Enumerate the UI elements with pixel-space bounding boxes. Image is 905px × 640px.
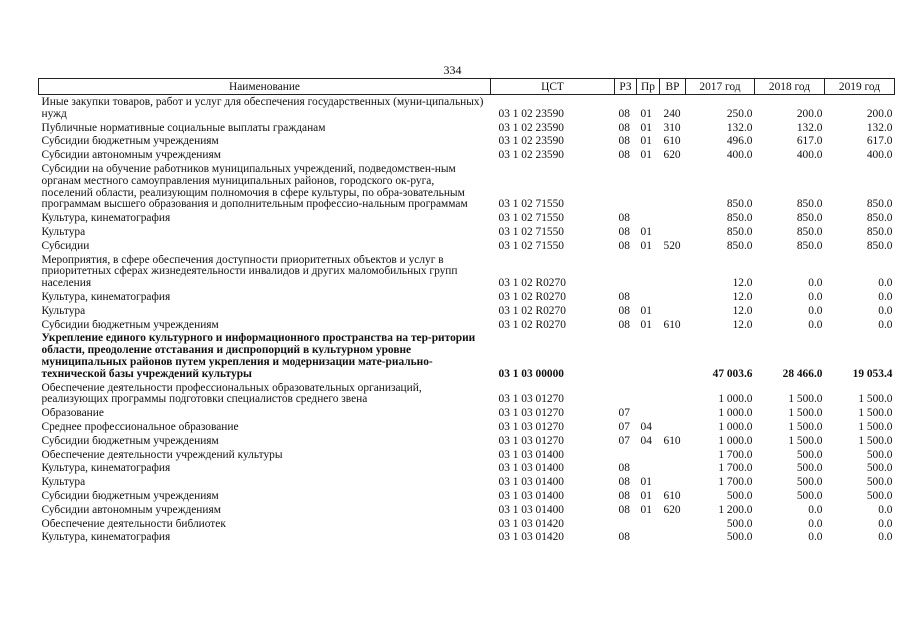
row-amount-2018: 0.0 — [808, 305, 823, 317]
row-vr — [660, 383, 686, 409]
row-cst: 03 1 03 01420 — [498, 532, 564, 544]
row-rz: 08 — [618, 122, 630, 134]
row-vr — [660, 164, 686, 213]
row-amount-2017: 1 700.0 — [718, 477, 753, 489]
row-amount-2017: 1 000.0 — [718, 408, 753, 420]
row-name: Культура — [41, 305, 86, 317]
row-amount-2017: 500.0 — [726, 532, 753, 544]
row-amount-2018: 0.0 — [808, 532, 823, 544]
row-amount-2018: 0.0 — [808, 291, 823, 303]
row-amount-2017: 400.0 — [726, 150, 753, 162]
row-rz: 08 — [618, 240, 630, 252]
row-cst: 03 1 02 R0270 — [498, 277, 566, 290]
table-row — [39, 306, 895, 320]
row-pr: 01 — [640, 504, 652, 516]
row-name: Субсидии бюджетным учреждениям — [41, 319, 219, 331]
row-amount-2019: 0.0 — [878, 305, 893, 317]
row-pr — [637, 450, 660, 464]
row-rz: 08 — [618, 136, 630, 148]
row-pr — [637, 333, 660, 382]
row-amount-2018: 1 500.0 — [788, 435, 823, 447]
row-pr — [637, 408, 660, 422]
row-vr: 610 — [663, 136, 681, 148]
table-row — [39, 136, 895, 150]
table-row — [39, 450, 895, 464]
row-cst: 03 1 02 71550 — [498, 213, 564, 225]
row-amount-2017: 500.0 — [726, 518, 753, 530]
row-amount-2018: 850.0 — [796, 213, 823, 225]
table-row — [39, 383, 895, 409]
row-amount-2018: 1 500.0 — [788, 393, 823, 406]
row-name: Укрепление единого культурного и информационного пространства на тер-ритории области, преодоление отставания и диспропорций в культурном уровне муниципальных районов путем укрепления и модернизации мате-риально-технической базы учреждений культуры — [41, 333, 476, 380]
row-amount-2019: 0.0 — [878, 504, 893, 516]
row-vr: 240 — [663, 107, 681, 120]
row-pr — [637, 532, 660, 546]
row-cst: 03 1 02 23590 — [498, 107, 564, 120]
row-vr — [660, 463, 686, 477]
row-amount-2019: 1 500.0 — [858, 435, 893, 447]
row-amount-2019: 500.0 — [866, 477, 893, 489]
row-amount-2019: 0.0 — [878, 319, 893, 331]
row-name: Культура, кинематография — [41, 213, 171, 225]
row-cst: 03 1 02 R0270 — [498, 319, 566, 331]
table-row — [39, 422, 895, 436]
page-number: 334 — [443, 63, 462, 77]
row-amount-2017: 850.0 — [726, 213, 753, 225]
row-name: Публичные нормативные социальные выплаты гражданам — [41, 122, 326, 134]
row-amount-2018: 0.0 — [808, 504, 823, 516]
row-amount-2017: 496.0 — [726, 136, 753, 148]
row-amount-2017: 1 700.0 — [718, 449, 753, 461]
row-amount-2019: 1 500.0 — [858, 393, 893, 406]
row-amount-2017: 1 700.0 — [718, 463, 753, 475]
table-row — [39, 436, 895, 450]
row-cst: 03 1 02 71550 — [498, 240, 564, 252]
row-amount-2017: 12.0 — [732, 291, 753, 303]
row-vr — [660, 292, 686, 306]
row-vr — [660, 227, 686, 241]
row-amount-2018: 0.0 — [808, 319, 823, 331]
row-amount-2019: 1 500.0 — [858, 421, 893, 433]
row-amount-2019: 500.0 — [866, 490, 893, 502]
row-rz: 08 — [618, 213, 630, 225]
row-amount-2018: 132.0 — [796, 122, 823, 134]
row-cst: 03 1 03 01400 — [498, 449, 564, 461]
row-cst: 03 1 02 23590 — [498, 136, 564, 148]
row-pr: 01 — [640, 240, 652, 252]
row-name: Субсидии бюджетным учреждениям — [41, 490, 219, 502]
table-row — [39, 213, 895, 227]
row-pr: 01 — [640, 305, 652, 317]
row-pr — [637, 255, 660, 292]
table-row — [39, 123, 895, 137]
row-cst: 03 1 03 01400 — [498, 504, 564, 516]
row-amount-2018: 500.0 — [796, 449, 823, 461]
row-amount-2018: 1 500.0 — [788, 408, 823, 420]
row-vr: 620 — [663, 150, 681, 162]
row-amount-2018: 0.0 — [808, 277, 823, 290]
row-pr: 04 — [640, 435, 652, 447]
row-cst: 03 1 03 01270 — [498, 421, 564, 433]
row-name: Обеспечение деятельности библиотек — [41, 518, 226, 530]
table-row — [39, 532, 895, 546]
table-row — [39, 491, 895, 505]
row-name: Обеспечение деятельности профессиональных образовательных организаций, реализующих программы подготовки специалистов среднего звена — [41, 382, 422, 406]
row-pr — [637, 383, 660, 409]
row-amount-2017: 12.0 — [732, 305, 753, 317]
row-name: Субсидии на обучение работников муниципальных учреждений, подведомствен-ным органам местного самоуправления муниципальных районов, городского ок-руга, поселений области, реализующим полномочия в сфере культуры, по обра-зовательным программам высшего образования и дополнительным профессио-нальным программам — [41, 163, 468, 211]
row-amount-2019: 132.0 — [866, 122, 893, 134]
table-row — [39, 320, 895, 334]
row-vr — [660, 477, 686, 491]
row-amount-2019: 400.0 — [866, 150, 893, 162]
row-pr — [637, 213, 660, 227]
row-rz — [615, 164, 637, 213]
row-amount-2019: 617.0 — [866, 136, 893, 148]
row-vr — [660, 532, 686, 546]
row-amount-2019: 500.0 — [866, 449, 893, 461]
row-amount-2017: 1 000.0 — [718, 393, 753, 406]
row-amount-2018: 617.0 — [796, 136, 823, 148]
row-rz: 08 — [618, 226, 630, 238]
row-pr — [637, 463, 660, 477]
row-rz: 07 — [618, 408, 630, 420]
row-amount-2017: 850.0 — [726, 226, 753, 238]
header-vr: ВР — [660, 79, 686, 95]
row-pr: 01 — [640, 490, 652, 502]
row-cst: 03 1 02 23590 — [498, 150, 564, 162]
row-amount-2017: 132.0 — [726, 122, 753, 134]
budget-table — [38, 78, 895, 546]
row-amount-2019: 0.0 — [878, 277, 893, 290]
row-pr: 01 — [640, 107, 652, 120]
row-cst: 03 1 03 01400 — [498, 463, 564, 475]
row-cst: 03 1 03 00000 — [498, 367, 564, 380]
row-vr — [660, 408, 686, 422]
row-rz: 08 — [618, 504, 630, 516]
row-amount-2018: 500.0 — [796, 463, 823, 475]
row-name: Культура — [41, 226, 86, 238]
row-rz — [615, 383, 637, 409]
row-rz — [615, 519, 637, 533]
row-amount-2019: 500.0 — [866, 463, 893, 475]
row-rz: 08 — [618, 305, 630, 317]
row-amount-2018: 850.0 — [796, 240, 823, 252]
row-name: Мероприятия, в сфере обеспечения доступности приоритетных объектов и услуг в приоритетных сферах жизнедеятельности инвалидов и других маломобильных групп населения — [41, 254, 458, 290]
row-cst: 03 1 02 R0270 — [498, 291, 566, 303]
row-pr — [637, 164, 660, 213]
row-amount-2017: 12.0 — [732, 277, 753, 290]
row-amount-2018: 200.0 — [796, 107, 823, 120]
header-2019: 2019 год — [825, 79, 895, 95]
row-name: Обеспечение деятельности учреждений культуры — [41, 449, 283, 461]
row-cst: 03 1 02 71550 — [498, 198, 564, 211]
row-rz: 08 — [618, 463, 630, 475]
row-name: Иные закупки товаров, работ и услуг для обеспечения государственных (муни-ципальных) нужд — [41, 96, 484, 120]
table-row — [39, 292, 895, 306]
row-name: Субсидии автономным учреждениям — [41, 150, 221, 162]
row-vr: 610 — [663, 319, 681, 331]
row-amount-2018: 1 500.0 — [788, 421, 823, 433]
row-pr: 01 — [640, 319, 652, 331]
table-row — [39, 463, 895, 477]
table-row — [39, 241, 895, 255]
row-name: Культура, кинематография — [41, 532, 171, 544]
row-amount-2019: 0.0 — [878, 532, 893, 544]
row-cst: 03 1 03 01270 — [498, 435, 564, 447]
row-name: Субсидии — [41, 240, 90, 252]
row-amount-2019: 0.0 — [878, 291, 893, 303]
row-vr — [660, 422, 686, 436]
row-amount-2019: 19 053.4 — [852, 367, 893, 380]
header-pr: Пр — [637, 79, 660, 95]
row-amount-2017: 500.0 — [726, 490, 753, 502]
row-amount-2018: 28 466.0 — [782, 367, 823, 380]
row-rz: 08 — [618, 490, 630, 502]
table-row — [39, 227, 895, 241]
row-rz: 08 — [618, 291, 630, 303]
row-vr: 520 — [663, 240, 681, 252]
row-rz — [615, 333, 637, 382]
table-row — [39, 333, 895, 382]
row-amount-2017: 850.0 — [726, 198, 753, 211]
row-name: Культура, кинематография — [41, 463, 171, 475]
row-vr — [660, 306, 686, 320]
row-amount-2018: 850.0 — [796, 198, 823, 211]
row-pr: 01 — [640, 477, 652, 489]
table-row — [39, 408, 895, 422]
table-row — [39, 505, 895, 519]
row-cst: 03 1 03 01420 — [498, 518, 564, 530]
row-amount-2019: 850.0 — [866, 198, 893, 211]
row-name: Культура — [41, 477, 86, 489]
row-amount-2017: 12.0 — [732, 319, 753, 331]
row-amount-2018: 850.0 — [796, 226, 823, 238]
row-amount-2019: 200.0 — [866, 107, 893, 120]
table-row — [39, 150, 895, 164]
row-rz: 08 — [618, 150, 630, 162]
row-amount-2018: 500.0 — [796, 477, 823, 489]
row-vr: 620 — [663, 504, 681, 516]
row-amount-2019: 0.0 — [878, 518, 893, 530]
row-amount-2018: 500.0 — [796, 490, 823, 502]
row-cst: 03 1 03 01400 — [498, 490, 564, 502]
row-amount-2017: 1 200.0 — [718, 504, 753, 516]
table-body — [39, 95, 895, 547]
table-row — [39, 519, 895, 533]
header-rz: РЗ — [615, 79, 637, 95]
row-vr: 310 — [663, 122, 681, 134]
table-header — [39, 79, 895, 95]
table-row — [39, 255, 895, 292]
row-vr — [660, 333, 686, 382]
row-vr — [660, 450, 686, 464]
row-pr: 01 — [640, 122, 652, 134]
row-name: Среднее профессиональное образование — [41, 421, 239, 433]
header-name: Наименование — [39, 79, 491, 95]
header-cst: ЦСТ — [491, 79, 615, 95]
row-cst: 03 1 03 01270 — [498, 393, 564, 406]
row-rz — [615, 450, 637, 464]
row-rz: 08 — [618, 107, 630, 120]
row-rz — [615, 255, 637, 292]
table-row — [39, 164, 895, 213]
row-amount-2019: 1 500.0 — [858, 408, 893, 420]
row-name: Культура, кинематография — [41, 291, 171, 303]
row-name: Образование — [41, 408, 104, 420]
row-rz: 07 — [618, 435, 630, 447]
row-rz: 08 — [618, 477, 630, 489]
row-name: Субсидии бюджетным учреждениям — [41, 435, 219, 447]
table-row — [39, 477, 895, 491]
row-amount-2018: 400.0 — [796, 150, 823, 162]
row-cst: 03 1 02 23590 — [498, 122, 564, 134]
row-pr — [637, 519, 660, 533]
row-vr: 610 — [663, 490, 681, 502]
row-amount-2019: 850.0 — [866, 213, 893, 225]
row-amount-2019: 850.0 — [866, 226, 893, 238]
row-vr — [660, 213, 686, 227]
row-rz: 08 — [618, 532, 630, 544]
row-amount-2019: 850.0 — [866, 240, 893, 252]
row-cst: 03 1 02 R0270 — [498, 305, 566, 317]
row-amount-2018: 0.0 — [808, 518, 823, 530]
row-name: Субсидии автономным учреждениям — [41, 504, 221, 516]
row-pr: 04 — [640, 421, 652, 433]
row-pr: 01 — [640, 226, 652, 238]
row-cst: 03 1 03 01400 — [498, 477, 564, 489]
header-2018: 2018 год — [755, 79, 825, 95]
row-vr: 610 — [663, 435, 681, 447]
row-amount-2017: 47 003.6 — [712, 367, 753, 380]
row-pr — [637, 292, 660, 306]
row-rz: 07 — [618, 421, 630, 433]
row-vr — [660, 255, 686, 292]
row-pr: 01 — [640, 150, 652, 162]
row-rz: 08 — [618, 319, 630, 331]
row-vr — [660, 519, 686, 533]
row-pr: 01 — [640, 136, 652, 148]
row-cst: 03 1 02 71550 — [498, 226, 564, 238]
row-amount-2017: 1 000.0 — [718, 421, 753, 433]
header-2017: 2017 год — [686, 79, 755, 95]
row-amount-2017: 1 000.0 — [718, 435, 753, 447]
row-cst: 03 1 03 01270 — [498, 408, 564, 420]
table-row — [39, 95, 895, 123]
row-amount-2017: 850.0 — [726, 240, 753, 252]
row-amount-2017: 250.0 — [726, 107, 753, 120]
row-name: Субсидии бюджетным учреждениям — [41, 136, 219, 148]
